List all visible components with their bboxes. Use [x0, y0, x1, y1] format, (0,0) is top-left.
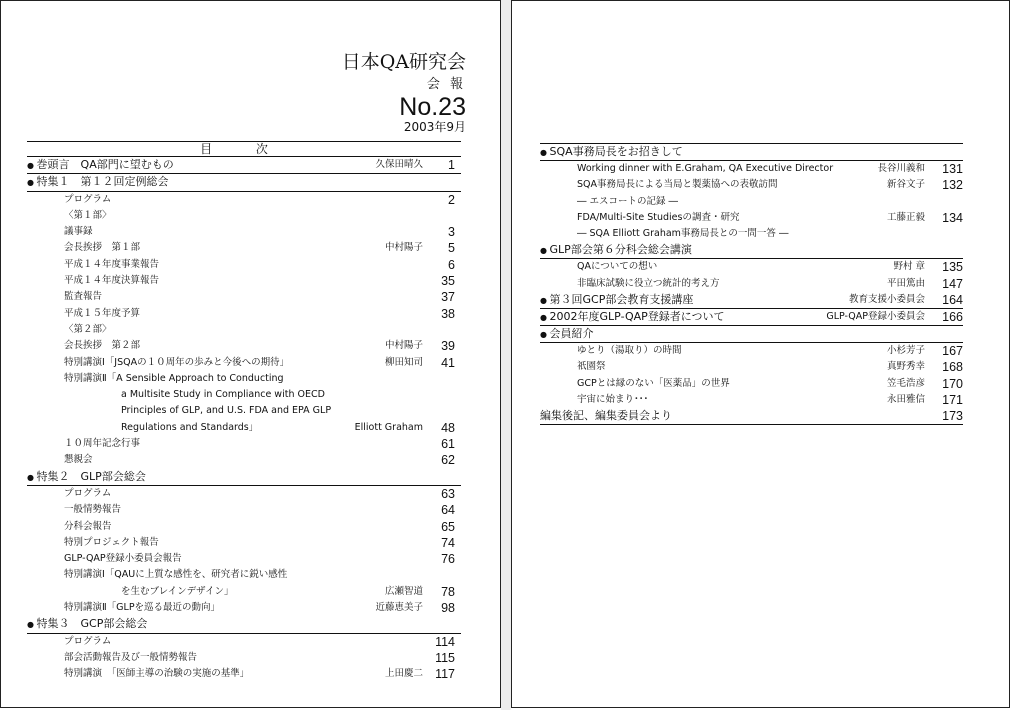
toc-entry-page: 98: [441, 601, 455, 616]
toc-entry-author: 平田篤由: [886, 277, 925, 289]
toc-entry-page: 76: [441, 552, 455, 567]
toc-entry-title: 〈第１部〉: [64, 209, 112, 221]
toc-entry-title: ― エスコートの記録 ―: [577, 195, 679, 207]
toc-entry-title: 宇宙に始まり･･･: [577, 393, 649, 405]
toc-entry-title: 分科会報告: [64, 520, 112, 532]
toc-entry-author: 笠毛浩彦: [886, 377, 925, 389]
toc-entry-page: 61: [441, 437, 455, 452]
toc-entry: [27, 486, 461, 502]
toc-entry-page: 1: [448, 158, 455, 172]
toc-entry-title: ― SQA Elliott Graham事務局長との一問一答 ―: [577, 227, 789, 239]
toc-entry-author: 中村陽子: [384, 242, 423, 254]
toc-entry-page: 5: [448, 241, 455, 256]
toc-entry-author: 新谷文子: [886, 179, 925, 191]
left-page: [0, 0, 501, 708]
toc-list-right: [540, 143, 963, 425]
toc-entry-title: ● 特集２ GLP部会総会: [27, 469, 146, 486]
toc-entry-author: GLP-QAP登録小委員会: [826, 310, 925, 322]
toc-entry-title: ● 会員紹介: [540, 326, 594, 343]
toc-entry-page: 170: [942, 376, 963, 391]
toc-entry-page: 147: [942, 276, 963, 291]
toc-entry-title: ● 特集３ GCP部会総会: [27, 616, 147, 633]
toc-entry: [27, 289, 461, 305]
toc-entry-title: 監査報告: [64, 291, 103, 303]
issue-number: No.23: [399, 93, 466, 121]
toc-entry: [540, 392, 963, 408]
toc-entry: [540, 226, 963, 242]
toc-entry: [27, 600, 461, 616]
toc-entry-title: プログラム: [64, 193, 112, 205]
toc-entry-author: 中村陽子: [384, 340, 423, 352]
toc-entry: [540, 194, 963, 210]
toc-entry-author: Elliott Graham: [354, 421, 423, 433]
toc-entry-title: 特別講演Ⅱ「A Sensible Approach to Conducting: [64, 372, 284, 384]
toc-entry-title: 平成１５年度予算: [64, 307, 141, 319]
toc-entry-title: ● 第３回GCP部会教育支援講座: [540, 292, 693, 309]
toc-entry: [27, 535, 461, 551]
toc-entry: [27, 224, 461, 240]
toc-entry-author: 永田雅信: [886, 393, 925, 405]
toc-entry-author: 広瀬智道: [384, 585, 423, 597]
toc-entry-author: 上田慶二: [384, 668, 423, 680]
toc-heading: 目 次: [27, 141, 461, 157]
toc-entry-title: ● GLP部会第６分科会総会講演: [540, 242, 692, 259]
journal-title: 日本QA研究会: [341, 51, 466, 73]
toc-entry-title: ゆとり（湯取り）の時間: [577, 345, 682, 357]
toc-entry-title: ● 特集１ 第１２回定例総会: [27, 174, 169, 191]
toc-entry: [27, 436, 461, 452]
toc-entry-title: プログラム: [64, 635, 112, 647]
toc-entry: [27, 584, 461, 600]
toc-entry-page: 164: [942, 292, 963, 307]
toc-entry: [540, 177, 963, 193]
toc-section: [540, 292, 963, 309]
toc-entry-title: 一般情勢報告: [64, 504, 122, 516]
toc-entry-title: Principles of GLP, and U.S. FDA and EPA GLP: [121, 405, 332, 417]
toc-entry: [540, 210, 963, 226]
toc-entry-author: 長谷川義和: [877, 163, 925, 175]
toc-section: [27, 157, 461, 174]
toc-entry-page: 2: [448, 192, 455, 207]
toc-entry: [27, 338, 461, 354]
toc-entry-page: 135: [942, 260, 963, 275]
toc-entry: [27, 192, 461, 208]
toc-entry-title: 特別講演 「医師主導の治験の実施の基準」: [64, 668, 250, 680]
issue-date: 2003年9月: [403, 120, 466, 134]
toc-entry-page: 166: [942, 309, 963, 324]
toc-entry-title: ● 巻頭言 QA部門に望むもの: [27, 157, 174, 174]
toc-entry-page: 167: [942, 344, 963, 359]
toc-entry-title: ● 2002年度GLP-QAP登録者について: [540, 309, 725, 326]
toc-entry-author: 工藤正毅: [886, 211, 925, 223]
toc-entry: [540, 408, 963, 425]
toc-entry: [27, 208, 461, 224]
toc-entry-title: 会長挨拶 第２部: [64, 340, 141, 352]
toc-entry-title: 非臨床試験に役立つ統計的考え方: [577, 277, 720, 289]
toc-entry: [27, 551, 461, 567]
toc-entry: [27, 355, 461, 371]
toc-entry: [27, 322, 461, 338]
toc-entry-author: 小杉芳子: [886, 345, 925, 357]
journal-subtitle: 会 報: [426, 77, 466, 92]
toc-entry-page: 78: [441, 584, 455, 599]
toc-entry: [27, 403, 461, 419]
toc-entry: [540, 259, 963, 275]
toc-entry-author: 柳田知司: [384, 356, 423, 368]
toc-entry-page: 6: [448, 257, 455, 272]
toc-entry-page: 63: [441, 486, 455, 501]
toc-entry-title: 特別講演Ⅱ「GLPを巡る最近の動向」: [64, 602, 221, 614]
toc-entry: [27, 502, 461, 518]
toc-section: [27, 616, 461, 633]
toc-entry-page: 41: [441, 355, 455, 370]
toc-entry-page: 171: [942, 392, 963, 407]
toc-entry: [27, 273, 461, 289]
toc-entry-title: 特別プロジェクト報告: [64, 536, 159, 548]
toc-section: [540, 144, 963, 161]
toc-entry-page: 168: [942, 360, 963, 375]
toc-entry: [27, 371, 461, 387]
right-page: [511, 0, 1010, 708]
toc-entry-title: プログラム: [64, 487, 112, 499]
toc-entry-page: 35: [441, 274, 455, 289]
toc-entry-title: Working dinner with E.Graham, QA Executive Director: [577, 163, 834, 175]
toc-entry-page: 74: [441, 535, 455, 550]
toc-entry-title: を生むブレインデザイン」: [121, 585, 234, 597]
toc-entry-author: 久保田晴久: [375, 159, 423, 170]
toc-entry-page: 39: [441, 339, 455, 354]
toc-entry-page: 3: [448, 225, 455, 240]
toc-section: [27, 174, 461, 191]
toc-entry-page: 48: [441, 420, 455, 435]
toc-entry: [27, 306, 461, 322]
toc-entry-title: ● SQA事務局長をお招きして: [540, 144, 683, 161]
page-gutter: [501, 0, 511, 710]
toc-entry-page: 64: [441, 503, 455, 518]
toc-entry-page: 131: [942, 162, 963, 177]
toc-entry-page: 134: [942, 210, 963, 225]
toc-entry-page: 62: [441, 453, 455, 468]
toc-entry-page: 38: [441, 306, 455, 321]
toc-entry: [27, 257, 461, 273]
toc-entry-page: 115: [435, 650, 455, 665]
toc-entry-author: 近藤恵美子: [375, 602, 423, 614]
toc-entry-title: 特別講演Ⅰ「QAUに上質な感性を、研究者に鋭い感性: [64, 569, 288, 581]
toc-section: [540, 242, 963, 259]
toc-entry-author: 野村 章: [893, 261, 925, 273]
toc-entry-title: QAについての想い: [577, 261, 658, 273]
toc-entry-title: 平成１４年度事業報告: [64, 258, 160, 270]
toc-entry-title: Regulations and Standards」: [121, 421, 259, 433]
toc-entry-title: SQA事務局長による当局と製薬協への表敬訪問: [577, 179, 778, 191]
masthead: [342, 51, 466, 134]
toc-entry: [540, 161, 963, 177]
toc-entry: [27, 666, 461, 682]
toc-entry: [540, 359, 963, 375]
toc-entry: [27, 240, 461, 256]
toc-entry-page: 114: [435, 634, 455, 649]
toc-entry-title: 祇園祭: [577, 361, 606, 373]
toc-entry-page: 65: [441, 519, 455, 534]
toc-entry: [540, 276, 963, 292]
toc-entry-title: 〈第２部〉: [64, 323, 112, 335]
toc-entry-title: 議事録: [64, 226, 93, 238]
toc-entry-title: 部会活動報告及び一般情勢報告: [64, 651, 198, 663]
toc-section: [540, 326, 963, 343]
toc-entry-title: １０周年記念行事: [64, 438, 141, 450]
toc-entry-title: 平成１４年度決算報告: [64, 275, 160, 287]
toc-entry-title: GCPとは縁のない「医薬品」の世界: [577, 377, 730, 389]
toc-entry: [27, 650, 461, 666]
toc-entry-author: 真野秀幸: [886, 361, 925, 373]
toc-entry: [27, 452, 461, 468]
toc-entry-page: 132: [942, 178, 963, 193]
toc-entry: [27, 567, 461, 583]
toc-entry: [27, 387, 461, 403]
toc-section: [27, 469, 461, 486]
toc-entry: [27, 519, 461, 535]
toc-entry: [540, 376, 963, 392]
toc-entry-page: 37: [441, 290, 455, 305]
toc-section: [540, 309, 963, 326]
toc-entry-title: 会長挨拶 第１部: [64, 242, 141, 254]
toc-list-left: [27, 157, 461, 683]
toc-entry-title: GLP-QAP登録小委員会報告: [64, 553, 182, 565]
toc-entry: [27, 634, 461, 650]
toc-entry: [27, 420, 461, 436]
toc-entry-title: a Multisite Study in Compliance with OECD: [121, 389, 325, 401]
toc-entry-page: 173: [942, 409, 963, 423]
toc-entry-title: 編集後記、編集委員会より: [540, 409, 672, 422]
toc-entry-author: 教育支援小委員会: [848, 293, 925, 305]
toc-entry-title: 特別講演Ⅰ「JSQAの１０周年の歩みと今後への期待」: [64, 356, 290, 368]
toc-entry: [540, 343, 963, 359]
toc-entry-title: FDA/Multi-Site Studiesの調査・研究: [577, 211, 740, 223]
toc-entry-page: 117: [435, 667, 455, 682]
toc-entry-title: 懇親会: [64, 454, 93, 466]
